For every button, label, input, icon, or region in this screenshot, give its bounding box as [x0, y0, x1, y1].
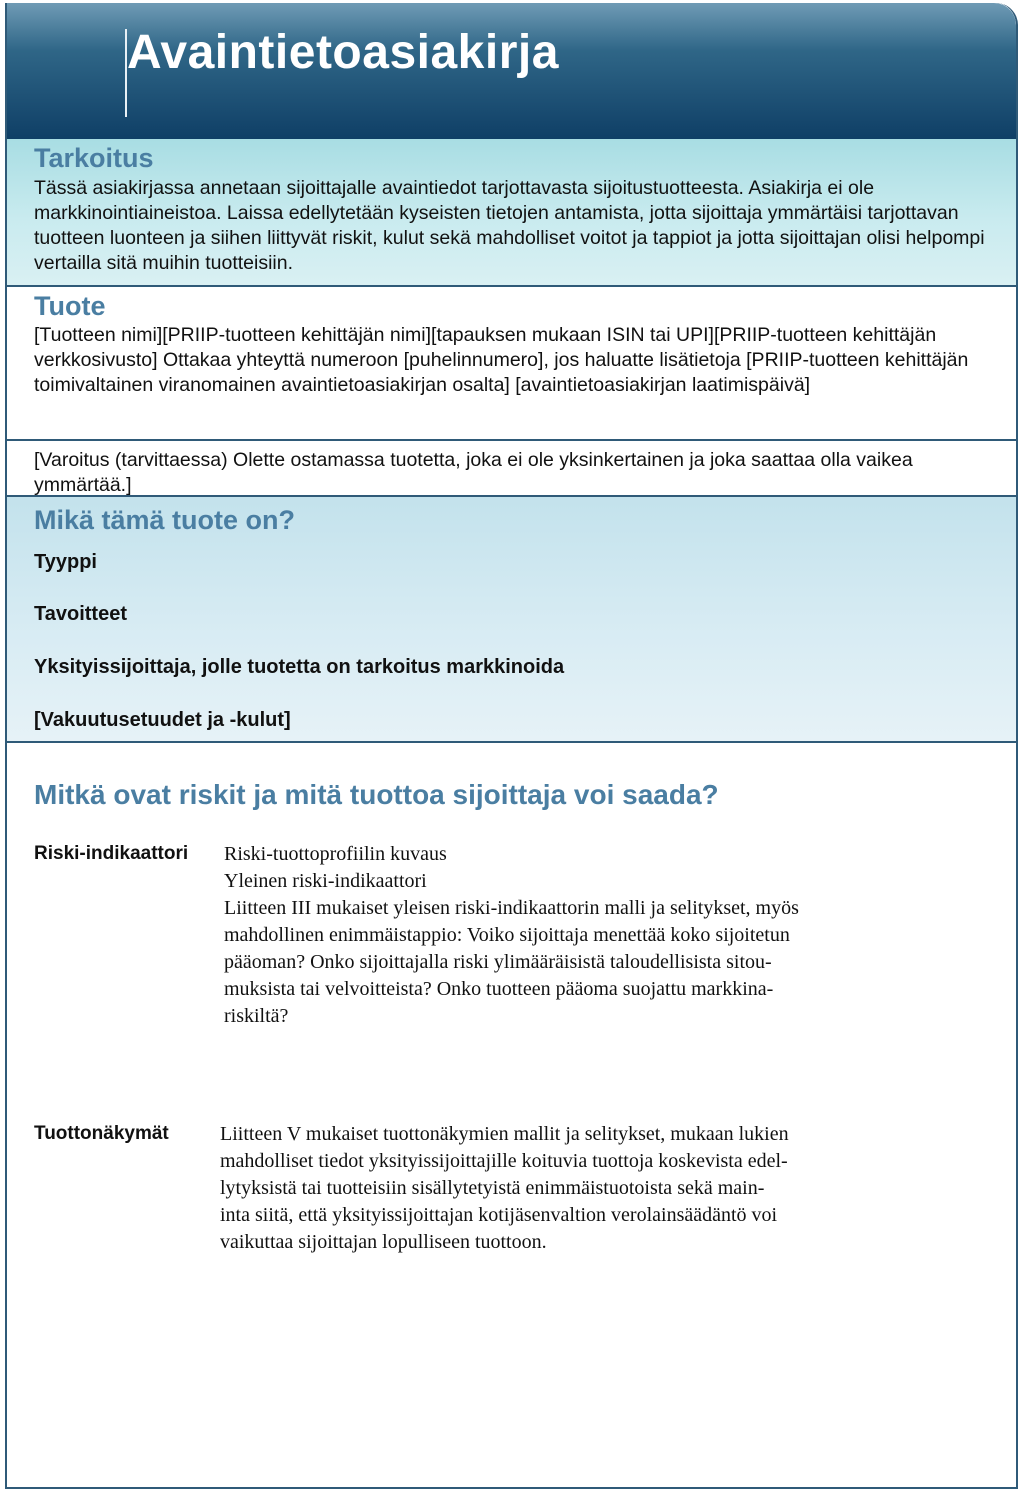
document-page: [5, 3, 1018, 1489]
risks-heading: Mitkä ovat riskit ja mitä tuottoa sijoittaja voi saada?: [34, 779, 719, 810]
what-item-type: Tyyppi: [34, 551, 97, 573]
header-banner: [7, 3, 1016, 139]
what-section: [7, 497, 1016, 743]
risk-indicator-line: riskiltä?: [224, 1005, 289, 1027]
what-item-target-investor: Yksityissijoittaja, jolle tuotetta on tarkoitus markkinoida: [34, 656, 565, 678]
risk-indicator-line: Liitteen III mukaiset yleisen riski-indikaattorin malli ja selitykset, myös: [224, 897, 799, 919]
performance-scenarios-line: Liitteen V mukaiset tuottonäkymien mallit ja selitykset, mukaan lukien: [220, 1123, 789, 1145]
warning-section: [7, 441, 1016, 497]
purpose-section: [7, 139, 1016, 287]
performance-scenarios-line: inta siitä, että yksityissijoittajan kotijäsenvaltion verolainsäädäntö voi: [220, 1204, 778, 1226]
warning-text: [Varoitus (tarvittaessa) Olette ostamassa tuotetta, joka ei ole yksinkertainen ja joka saattaa olla vaikea ymmärtää.]: [34, 449, 913, 496]
risk-indicator-line: muksista tai velvoitteista? Onko tuotteen pääoma suojattu markkina-: [224, 978, 774, 1000]
purpose-heading: Tarkoitus: [34, 143, 154, 173]
risk-indicator-line: Riski-tuottoprofiilin kuvaus: [224, 843, 447, 865]
document-title: Avaintietoasiakirja: [127, 26, 559, 79]
performance-scenarios-label: Tuottonäkymät: [34, 1123, 169, 1144]
performance-scenarios-line: lytyksistä tai tuotteisiin sisällytetyistä enimmäistuotoista sekä main-: [220, 1177, 765, 1199]
product-text: [Tuotteen nimi][PRIIP-tuotteen kehittäjän nimi][tapauksen mukaan ISIN tai UPI][PRIIP-tuotteen kehittäjän verkkosivusto] Ottakaa yhteyttä numeroon [puhelinnumero], jos haluatte lisätietoja [PRIIP-tuotteen kehittäjän toimivaltainen viranomainen avaintietoasiakirjan osalta] [avaintietoasiakirjan laatimispäivä]: [34, 324, 969, 396]
product-heading: Tuote: [34, 291, 106, 321]
risk-indicator-text: [224, 841, 799, 1030]
what-item-objectives: Tavoitteet: [34, 603, 127, 625]
what-heading: Mikä tämä tuote on?: [34, 505, 296, 535]
purpose-text: Tässä asiakirjassa annetaan sijoittajalle avaintiedot tarjottavasta sijoitustuotteesta. Asiakirja ei ole markkinointiaineistoa. Laissa edellytetään kyseisten tietojen antamista, jotta sijoittaja ymmärtäisi tarjottavan tuotteen luonteen ja siihen liittyvät riskit, kulut sekä mahdolliset voitot ja tappiot ja jotta sijoittajan olisi helpompi vertailla sitä muihin tuotteisiin.: [34, 177, 985, 274]
risk-indicator-line: Yleinen riski-indikaattori: [224, 870, 427, 892]
what-item-insurance: [Vakuutusetuudet ja -kulut]: [34, 709, 291, 731]
performance-scenarios-line: mahdolliset tiedot yksityissijoittajille koituvia tuottoja koskevista edel-: [220, 1150, 788, 1172]
performance-scenarios-line: vaikuttaa sijoittajan lopulliseen tuottoon.: [220, 1231, 547, 1253]
risk-indicator-line: mahdollinen enimmäistappio: Voiko sijoittaja menettää koko sijoitetun: [224, 924, 790, 946]
risk-indicator-label: Riski-indikaattori: [34, 843, 189, 864]
product-section: [7, 287, 1016, 441]
risk-indicator-line: pääoman? Onko sijoittajalla riski ylimääräisistä taloudellisista sitou-: [224, 951, 772, 973]
performance-scenarios-text: [220, 1121, 789, 1256]
